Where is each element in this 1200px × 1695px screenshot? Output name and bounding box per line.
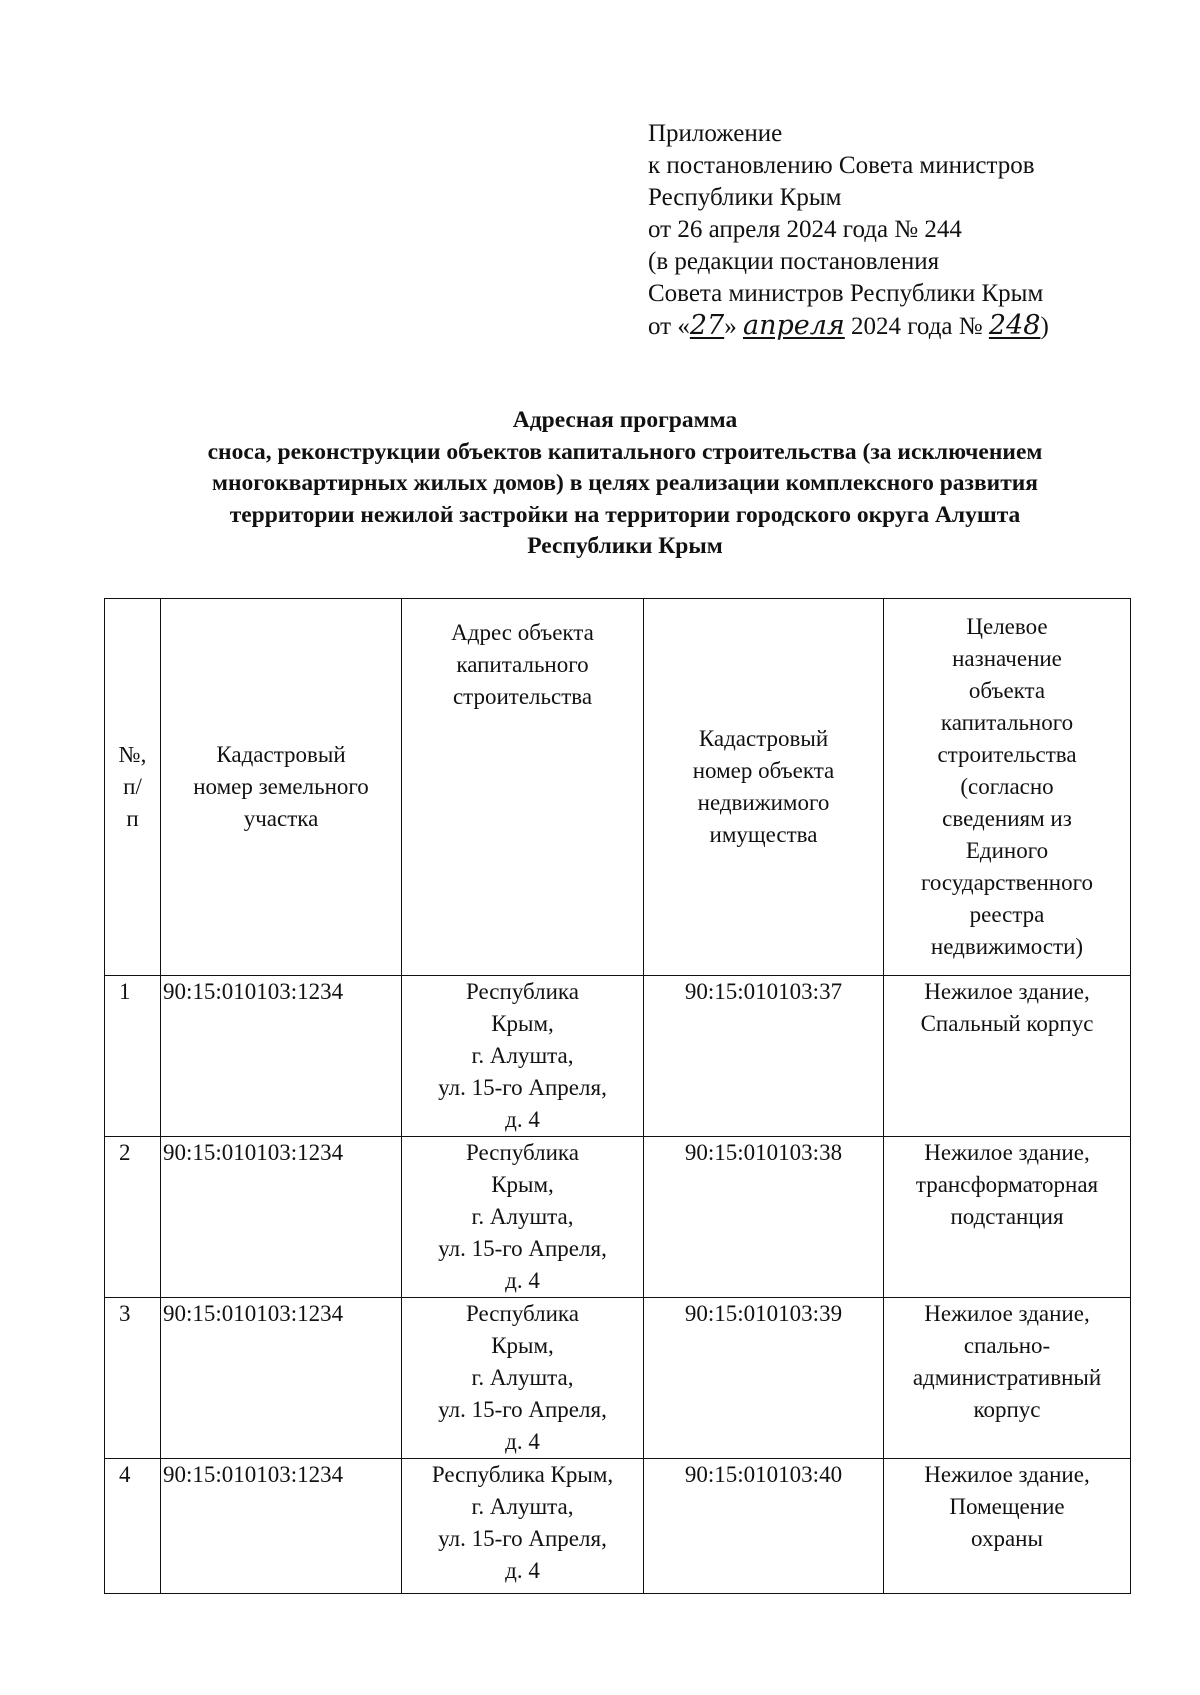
header-address: Адрес объекта капитального строительства xyxy=(402,599,644,976)
cell-purpose: Нежилое здание, Спальный корпус xyxy=(884,976,1131,1137)
cell-address: Республика Крым, г. Алушта, ул. 15-го Апреля, д. 4 xyxy=(402,1137,644,1298)
table-row xyxy=(105,1137,1131,1298)
cell-land-cadastral: 90:15:010103:1234 xyxy=(161,976,402,1137)
appendix-line: Республики Крым xyxy=(648,184,842,211)
cell-address: Республика Крым, г. Алушта, ул. 15-го Апреля, д. 4 xyxy=(402,976,644,1137)
appendix-line: Совета министров Республики Крым xyxy=(648,280,1044,307)
header-purpose: Целевое назначение объекта капитального строительства (согласно сведениям из Единого государственного реестра недвижимости) xyxy=(884,599,1131,976)
title-line: Адресная программа xyxy=(512,407,738,433)
cell-number: 2 xyxy=(105,1137,161,1298)
header-object-cadastral: Кадастровый номер объекта недвижимого имущества xyxy=(644,599,884,976)
title-line: сноса, реконструкции объектов капитального строительства (за исключением xyxy=(207,438,1043,465)
title-line: Республики Крым xyxy=(527,533,723,559)
cell-number: 3 xyxy=(105,1298,161,1459)
amendment-year: 2024 года № xyxy=(844,313,989,340)
cell-object-cadastral: 90:15:010103:39 xyxy=(644,1298,884,1459)
table-header-row xyxy=(105,599,1131,976)
amendment-prefix: от « xyxy=(648,313,690,340)
cell-object-cadastral: 90:15:010103:37 xyxy=(644,976,884,1137)
title-line: многоквартирных жилых домов) в целях реализации комплексного развития xyxy=(211,470,1039,496)
table-row xyxy=(105,1298,1131,1459)
appendix-line: от 26 апреля 2024 года № 244 xyxy=(648,216,962,243)
table-row xyxy=(105,976,1131,1137)
cell-number: 4 xyxy=(105,1459,161,1594)
demolition-program-table xyxy=(104,598,1131,1594)
handwritten-month: апреля xyxy=(742,310,845,341)
cell-purpose: Нежилое здание, Помещение охраны xyxy=(884,1459,1131,1594)
cell-land-cadastral: 90:15:010103:1234 xyxy=(161,1459,402,1594)
appendix-line: к постановлению Совета министров xyxy=(648,152,1035,179)
cell-address: Республика Крым, г. Алушта, ул. 15-го Апреля, д. 4 xyxy=(402,1459,644,1594)
appendix-amendment-date-line xyxy=(648,310,1049,343)
cell-object-cadastral: 90:15:010103:40 xyxy=(644,1459,884,1594)
cell-purpose: Нежилое здание, спально- административный корпус xyxy=(884,1298,1131,1459)
handwritten-day: 27 xyxy=(689,310,725,341)
cell-address: Республика Крым, г. Алушта, ул. 15-го Апреля, д. 4 xyxy=(402,1298,644,1459)
appendix-line: (в редакции постановления xyxy=(648,248,940,275)
cell-object-cadastral: 90:15:010103:38 xyxy=(644,1137,884,1298)
handwritten-number: 248 xyxy=(988,310,1041,341)
cell-purpose: Нежилое здание, трансформаторная подстанция xyxy=(884,1137,1131,1298)
header-number: №, п/ п xyxy=(105,599,161,976)
document-title xyxy=(100,405,1150,563)
cell-land-cadastral: 90:15:010103:1234 xyxy=(161,1137,402,1298)
cell-land-cadastral: 90:15:010103:1234 xyxy=(161,1298,402,1459)
amendment-suffix: ) xyxy=(1040,313,1049,340)
amendment-quote: » xyxy=(724,313,743,340)
title-line: территории нежилой застройки на территории городского округа Алушта xyxy=(229,501,1021,528)
cell-number: 1 xyxy=(105,976,161,1137)
header-land-cadastral: Кадастровый номер земельного участка xyxy=(161,599,402,976)
appendix-line: Приложение xyxy=(648,120,783,147)
table-row xyxy=(105,1459,1131,1594)
appendix-block xyxy=(648,118,1049,343)
